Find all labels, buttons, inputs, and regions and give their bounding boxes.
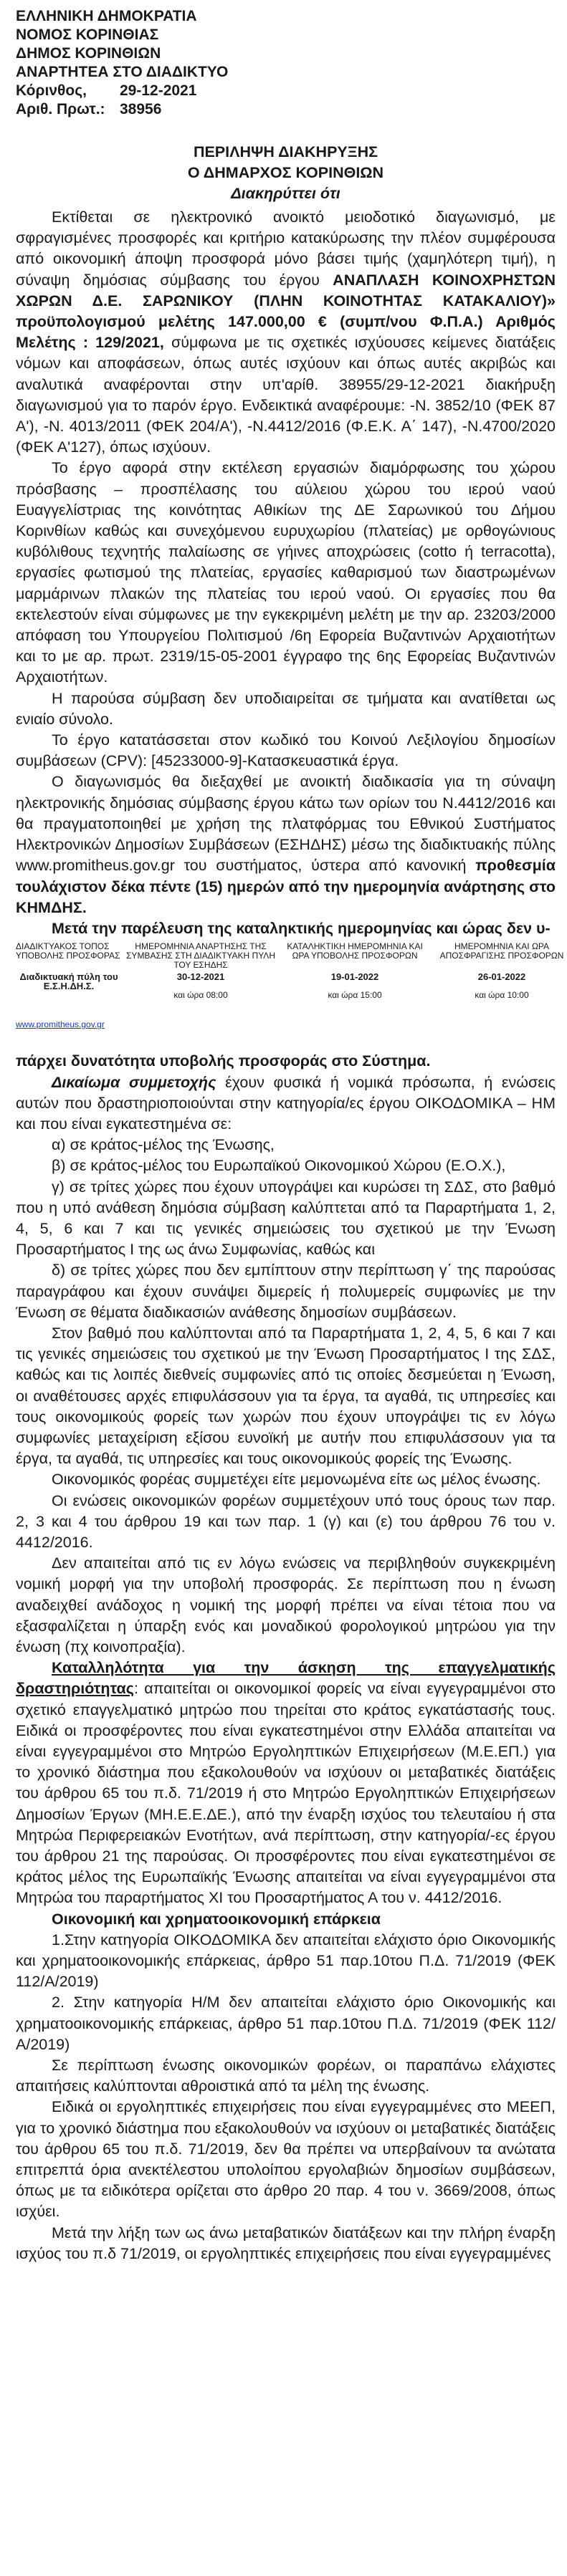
- title-declares: Διακηρύττει ότι: [231, 185, 340, 202]
- table-cell-opening-date: 26-01-2022: [477, 971, 526, 983]
- table-cell-opening-time: και ώρα 10:00: [475, 990, 529, 1001]
- header-line-posting: ΑΝΑΡΤΗΤΕΑ ΣΤΟ ΔΙΑΔΙΚΤΥΟ: [16, 64, 229, 80]
- protocol-label: Αριθ. Πρωτ.:: [16, 101, 105, 117]
- paragraph-em-category: 2. Στην κατηγορία Η/Μ δεν απαιτείται ελάχιστο όριο Οικονομικής και χρηματοοικονομικής επάρκειας, άρθρο 51 παρ.10του Π.Δ. 71/2019 (ΦΕΚ 112/Α/2019): [16, 1994, 556, 2053]
- paragraph-single-lot: Η παρούσα σύμβαση δεν υποδιαιρείται σε τμήματα και ανατίθεται ως ενιαίο σύνολο.: [16, 689, 556, 728]
- issuer-header: [16, 7, 556, 119]
- paragraph-building-category: 1.Στην κατηγορία ΟΙΚΟΔΟΜΙΚΑ δεν απαιτείται ελάχιστο όριο Οικονομικής και χρηματοοικονομικής επάρκειας, άρθρο 51 παρ.10του Π.Δ. 71/2019 (ΦΕΚ 112/Α/2019): [16, 1931, 556, 1991]
- paragraph-submission: πάρχει δυνατότητα υποβολής προσφοράς στο Σύστημα.: [16, 1052, 431, 1070]
- title-summary: ΠΕΡΙΛΗΨΗ ΔΙΑΚΗΡΥΞΗΣ: [193, 143, 378, 160]
- protocol-number: 38956: [120, 101, 162, 117]
- place-label: Κόρινθος,: [16, 82, 87, 99]
- title-mayor: Ο ΔΗΜΑΡΧΟΣ ΚΟΡΙΝΘΙΩΝ: [187, 164, 384, 181]
- paragraph-individual: Οικονομικός φορέας συμμετέχει είτε μεμονωμένα είτε ως μέλος ένωσης.: [52, 1471, 541, 1489]
- header-line-republic: ΕΛΛΗΝΙΚΗ ΔΗΜΟΚΡΑΤΙΑ: [16, 8, 197, 24]
- header-place-date: [16, 82, 556, 100]
- table-header-publication: ΗΜΕΡΟΜΗΝΙΑ ΑΝΑΡΤΗΣΗΣ ΤΗΣ ΣΥΜΒΑΣΗΣ ΣΤΗ ΔΙΑΔΙΚΤΥΑΚΗ ΠΥΛΗ ΤΟΥ ΕΣΗΔΗΣ: [126, 941, 275, 971]
- dates-table: [16, 941, 564, 1001]
- paragraph-cumulative: Σε περίπτωση ένωσης οικονομικών φορέων, οι παραπάνω ελάχιστες απαιτήσεις καλύπτονται αθροιστικά από τα μέλη της ένωσης.: [16, 2057, 556, 2095]
- list-item-c: γ) σε τρίτες χώρες που έχουν υπογράψει και κυρώσει τη ΣΔΣ, στο βαθμό που η υπό ανάθεση δημόσια σύμβαση καλύπτεται από τα Παραρτήματα 1, 2, 4, 5, 6 και 7 και τις γενικές σημειώσεις του σχετικού με την Ένωση Προσαρτήματος I της ως άνω Συμφωνίας, καθώς και: [16, 1178, 556, 1259]
- place-date: 29-12-2021: [120, 82, 197, 99]
- paragraph-procedure: Ο διαγωνισμός θα διεξαχθεί με ανοικτή διαδικασία για τη σύναψη ηλεκτρονικής δημόσιας σύμβασης έργου κάτω των ορίων του Ν.4412/2016 και θα πραγματοποιηθεί με χρήση της πλατφόρμας του Εθνικού Συστήματος Ηλεκτρονικών Δημοσίων Συμβάσεων (ΕΣΗΔΗΣ) μέσω της διαδικτυακής πύλης www.promitheus.gov.gr του συστήματος, ύστερα από κανονική προθεσμία τουλάχιστον δέκα πέντε (15) ημερών από την ημερομηνία ανάρτησης στο ΚΗΜΔΗΣ.: [16, 773, 556, 916]
- paragraph-tender-intro: Εκτίθεται σε ηλεκτρονικό ανοικτό μειοδοτικό διαγωνισμό, με σφραγισμένες προσφορές και κριτήριο κατακύρωσης την πλέον συμφέρουσα από οικονομική άποψη προσφορά μόνο βάσει τιμής (χαμηλότερη τιμή), η σύναψη δημόσιας σύμβασης του έργου ΑΝΑΠΛΑΣΗ ΚΟΙΝΟΧΡΗΣΤΩΝ ΧΩΡΩΝ Δ.Ε. ΣΑΡΩΝΙΚΟΥ (ΠΛΗΝ ΚΟΙΝΟΤΗΤΑΣ ΚΑΤΑΚΑΛΙΟΥ)» προϋπολογισμού μελέτης 147.000,00 € (συμπ/νου Φ.Π.Α.) Αριθμός Μελέτης : 129/2021, σύμφωνα με τις σχετικές ισχύουσες κείμενες διατάξεις νόμων και αποφάσεων, όπως αυτές ισχύουν και όπως αυτές ακριβώς και αναλυτικά αναφέρονται στην υπ'αρίθ. 38955/29-12-2021 διακήρυξη διαγωνισμού για το παρόν έργο. Ενδεικτικά αναφέρουμε: -Ν. 3852/10 (ΦΕΚ 87 Α'), -Ν. 4013/2011 (ΦΕΚ 204/Α'), -Ν.4412/2016 (Φ.Ε.Κ. Α΄ 147), -Ν.4700/2020 (ΦΕΚ Α'127), όπως ισχύουν.: [16, 208, 556, 456]
- paragraph-gpa: Στον βαθμό που καλύπτονται από τα Παραρτήματα 1, 2, 4, 5, 6 και 7 και τις γενικές σημειώσεις του σχετικού με την Ένωση Προσαρτήματος I της ΣΔΣ, καθώς και τις λοιπές διεθνείς συμφωνίες από τις οποίες δεσμεύεται η Ένωση, οι αναθέτουσες αρχές επιφυλάσσουν για τα έργα, τα αγαθά, τις υπηρεσίες και τους οικονομικούς φορείς των χωρών που έχουν υπογράψει τις εν λόγω συμφωνίες μεταχείριση εξίσου ευνοϊκή με αυτήν που επιφυλάσσουν για τα έργα, τα αγαθά, τις υπηρεσίες και τους οικονομικούς φορείς της Ένωσης.: [16, 1324, 556, 1468]
- list-item-a: α) σε κράτος-μέλος της Ένωσης,: [52, 1136, 275, 1154]
- header-line-prefecture: ΝΟΜΟΣ ΚΟΡΙΝΘΙΑΣ: [16, 27, 159, 43]
- list-item-d: δ) σε τρίτες χώρες που δεν εμπίπτουν στην περίπτωση γ΄ της παρούσας παραγράφου και έχουν συνάψει διμερείς ή πολυμερείς συμφωνίες με την Ένωση σε θέματα διαδικασιών ανάθεσης δημοσίων συμβάσεων.: [16, 1261, 556, 1321]
- table-cell-publication-date: 30-12-2021: [176, 971, 225, 983]
- header-protocol: [16, 100, 556, 119]
- table-header-opening: ΗΜΕΡΟΜΗΝΙΑ ΚΑΙ ΩΡΑ ΑΠΟΣΦΡΑΓΙΣΗΣ ΠΡΟΣΦΟΡΩΝ: [439, 941, 564, 961]
- table-cell-publication-time: και ώρα 08:00: [173, 990, 228, 1001]
- header-line-municipality: ΔΗΜΟΣ ΚΟΡΙΝΘΙΩΝ: [16, 45, 161, 62]
- paragraph-transition: Μετά την λήξη των ως άνω μεταβατικών διατάξεων και την πλήρη έναρξη ισχύος του π.δ 71/2019, οι εργοληπτικές επιχειρήσεις που είναι εγγεγραμμένες: [16, 2224, 556, 2262]
- table-cell-deadline-time: και ώρα 15:00: [328, 990, 382, 1001]
- paragraph-eligibility: Δικαίωμα συμμετοχής έχουν φυσικά ή νομικά πρόσωπα, ή ενώσεις αυτών που δραστηριοποιούνται στην κατηγορία/ες έργου ΟΙΚΟΔΟΜΙΚΑ – ΗΜ και που είναι εγκατεστημένα σε:: [16, 1073, 556, 1133]
- paragraph-project-scope: Το έργο αφορά στην εκτέλεση εργασιών διαμόρφωσης του χώρου πρόσβασης – προσπέλασης του αύλειου χώρου του ιερού ναού Ευαγγελίστριας της κοινότητας Αθικίων της ΔΕ Σαρωνικού του Δήμου Κορινθίων καθώς και συνεχόμενου ευρυχωρίου (πλατείας) με ορθογώνιους κυβόλιθους τεχνητής παλαίωσης σε γήινες αποχρώσεις (cotto ή terracotta), εργασίες φωτισμού της πλατείας, εργασίες καθαρισμού των διαστρωμένων μαρμάρινων πλακών της πλατείας του ιερού ναού. Οι εργασίες που θα εκτελεστούν είναι σύμφωνες με την εγκεκριμένη μελέτη με την αρ. 23203/2000 απόφαση του Υπουργείου Πολιτισμού /6η Εφορεία Βυζαντινών Αρχαιοτήτων και το με αρ. πρωτ. 2319/15-05-2001 έγγραφο της 6ης Εφορείας Βυζαντινών Αρχαιοτήτων.: [16, 459, 556, 686]
- paragraph-unions: Οι ενώσεις οικονομικών φορέων συμμετέχουν υπό τους όρους των παρ. 2, 3 και 4 του άρθρου 19 και των παρ. 1 (γ) και (ε) του άρθρου 76 του ν. 4412/2016.: [16, 1491, 556, 1551]
- paragraph-meep: Ειδικά οι εργοληπτικές επιχειρήσεις που είναι εγγεγραμμένες στο ΜΕΕΠ, για το χρονικό διάστημα που εξακολουθούν να ισχύουν οι μεταβατικές διατάξεις του άρθρου 65 του π.δ. 71/2019, δεν θα πρέπει να υπερβαίνουν τα ανώτατα επιτρεπτά όρια ανεκτέλεστου υπολοίπου εργολαβιών δημοσίων συμβάσεων, όπως με τα ειδικότερα ορίζεται στο άρθρο 20 παρ. 4 του ν. 3669/2008, όπως ισχύει.: [16, 2098, 556, 2221]
- promitheus-link[interactable]: www.promitheus.gov.gr: [16, 1019, 105, 1030]
- table-cell-site: Διαδικτυακή πύλη του Ε.Σ.Η.ΔΗ.Σ.: [19, 971, 118, 992]
- paragraph-financial-heading: Οικονομική και χρηματοοικονομική επάρκεια: [52, 1910, 381, 1928]
- document-title: [16, 142, 556, 204]
- paragraph-cpv: Το έργο κατατάσσεται στον κωδικό του Κοινού Λεξιλογίου δημοσίων συμβάσεων (CPV): [45233000-9]-Κατασκευαστικά έργα.: [16, 731, 556, 770]
- paragraph-suitability: Καταλληλότητα για την άσκηση της επαγγελματικής δραστηριότητας: απαιτείται οι οικονομικοί φορείς να είναι εγγεγραμμένοι στο σχετικό επαγγελματικό μητρώο που τηρείται στο κράτος εγκατάστασής τους. Ειδικά οι προσφέροντες που είναι εγκατεστημένοι στην Ελλάδα απαιτείται να είναι εγγεγραμμένοι στο Μητρώο Εργοληπτικών Επιχειρήσεων (Μ.Ε.ΕΠ.) για το χρονικό διάστημα που εξακολουθούν να ισχύουν οι μεταβατικές διατάξεις του άρθρου 65 του π.δ. 71/2019 ή στο Μητρώο Εργοληπτικών Επιχειρήσεων Δημοσίων Έργων (ΜΗ.Ε.Ε.ΔΕ.), από την έναρξη ισχύος του τελευταίου ή στα Μητρώα Περιφερειακών Ενοτήτων, ανά περίπτωση, στην κατηγορία/-ες έργου του άρθρου 21 της παρούσας. Οι προσφέροντες που είναι εγκατεστημένοι σε κράτος μέλος της Ευρωπαϊκής Ένωσης απαιτείται να είναι εγγεγραμμένοι στα Μητρώα του παραρτήματος XI του Προσαρτήματος Α του ν. 4412/2016.: [16, 1659, 556, 1907]
- table-header-site: ΔΙΑΔΙΚΤΥΑΚΟΣ ΤΟΠΟΣ ΥΠΟΒΟΛΗΣ ΠΡΟΣΦΟΡΑΣ: [16, 941, 120, 961]
- paragraph-legal-form: Δεν απαιτείται από τις εν λόγω ενώσεις να περιβληθούν συγκεκριμένη νομική μορφή για την υποβολή προσφοράς. Σε περίπτωση που η ένωση αναδειχθεί ανάδοχος η νομική της μορφή πρέπει να είναι τέτοια που να εξασφαλίζεται η ύπαρξη ενός και μοναδικού φορολογικού μητρώου για την ένωση (πχ κοινοπραξία).: [16, 1554, 556, 1655]
- list-item-b: β) σε κράτος-μέλος του Ευρωπαϊκού Οικονομικού Χώρου (Ε.Ο.Χ.),: [52, 1157, 506, 1175]
- table-cell-deadline-date: 19-01-2022: [330, 971, 379, 983]
- paragraph-deadline-note: Μετά την παρέλευση της καταληκτικής ημερομηνίας και ώρας δεν υ-: [52, 919, 551, 937]
- table-header-deadline: ΚΑΤΑΛΗΚΤΙΚΗ ΗΜΕΡΟΜΗΝΙΑ ΚΑΙ ΩΡΑ ΥΠΟΒΟΛΗΣ ΠΡΟΣΦΟΡΩΝ: [287, 941, 423, 961]
